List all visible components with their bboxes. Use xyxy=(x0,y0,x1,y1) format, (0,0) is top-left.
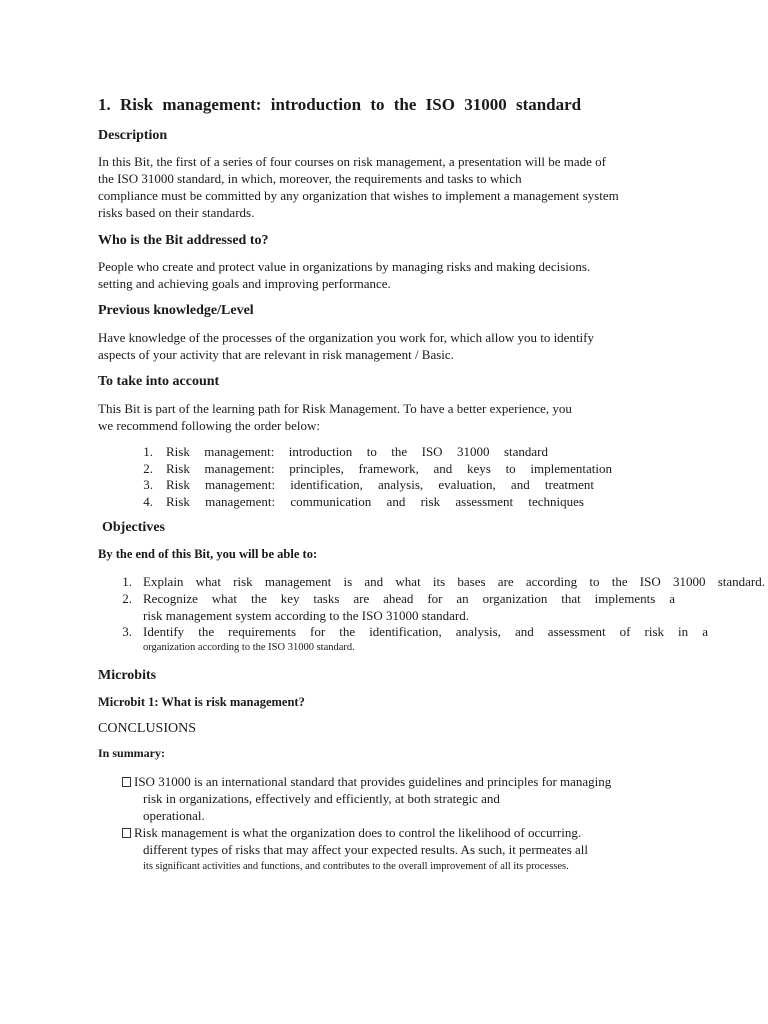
description-line: the ISO 31000 standard, in which, moreover, the requirements and tasks to which xyxy=(98,171,522,186)
description-line: risks based on their standards. xyxy=(98,205,255,220)
bullet-continuation: its significant activities and functions, and contributes to the overall improvement of all its processes. xyxy=(143,861,569,872)
list-item: Risk management: communication and risk assessment techniques xyxy=(166,494,584,509)
list-number: 1. xyxy=(143,444,153,459)
bullet-continuation: operational. xyxy=(143,808,205,823)
list-item: Risk management: introduction to the ISO 31000 standard xyxy=(166,444,548,459)
account-heading: To take into account xyxy=(98,374,220,389)
account-line: This Bit is part of the learning path for Risk Management. To have a better experience, you xyxy=(98,401,572,416)
description-heading: Description xyxy=(98,128,168,143)
list-item: Risk management: principles, framework, and keys to implementation xyxy=(166,461,612,476)
checkbox-glyph-icon xyxy=(122,777,131,787)
objectives-heading: Objectives xyxy=(102,520,165,535)
objective-number: 3. xyxy=(122,624,132,639)
microbit-1-title: Microbit 1: What is risk management? xyxy=(98,695,305,709)
checkbox-glyph-icon xyxy=(122,828,131,838)
objective-item-continuation: risk management system according to the ISO 31000 standard. xyxy=(143,608,470,623)
summary-bullet xyxy=(122,773,611,790)
objective-item: Recognize what the key tasks are ahead for an organization that implements a xyxy=(143,591,675,606)
list-item: Risk management: identification, analysis, evaluation, and treatment xyxy=(166,477,594,492)
list-number: 4. xyxy=(143,494,153,509)
knowledge-line: Have knowledge of the processes of the organization you work for, which allow you to identify xyxy=(98,330,594,345)
summary-bullet xyxy=(122,824,581,841)
account-line: we recommend following the order below: xyxy=(98,418,321,433)
knowledge-line: aspects of your activity that are relevant in risk management / Basic. xyxy=(98,347,454,362)
bullet-text: ISO 31000 is an international standard that provides guidelines and principles for managing xyxy=(134,774,612,789)
objectives-subheading: By the end of this Bit, you will be able to: xyxy=(98,547,318,561)
list-number: 3. xyxy=(143,477,153,492)
objective-number: 1. xyxy=(122,574,132,589)
objective-item: Identify the requirements for the identification, analysis, and assessment of risk in a xyxy=(143,624,708,639)
description-line: compliance must be committed by any organization that wishes to implement a management system xyxy=(98,188,619,203)
audience-line: People who create and protect value in organizations by managing risks and making decisions. xyxy=(98,259,591,274)
microbits-heading: Microbits xyxy=(98,668,157,683)
document-title: 1. Risk management: introduction to the ISO 31000 standard xyxy=(98,95,582,114)
knowledge-heading: Previous knowledge/Level xyxy=(98,303,254,318)
objective-number: 2. xyxy=(122,591,132,606)
objective-item: Explain what risk management is and what its bases are according to the ISO 31000 standard. xyxy=(143,574,765,589)
bullet-text: Risk management is what the organization does to control the likelihood of occurring. xyxy=(134,825,582,840)
description-line: In this Bit, the first of a series of four courses on risk management, a presentation will be made of xyxy=(98,154,606,169)
bullet-continuation: risk in organizations, effectively and efficiently, at both strategic and xyxy=(143,791,500,806)
objective-item-continuation: organization according to the ISO 31000 standard. xyxy=(143,642,355,653)
audience-line: setting and achieving goals and improving performance. xyxy=(98,276,391,291)
conclusions-heading: CONCLUSIONS xyxy=(98,721,197,736)
list-number: 2. xyxy=(143,461,153,476)
bullet-continuation: different types of risks that may affect your expected results. As such, it permeates all xyxy=(143,842,588,857)
summary-label: In summary: xyxy=(98,746,166,760)
audience-heading: Who is the Bit addressed to? xyxy=(98,233,269,248)
